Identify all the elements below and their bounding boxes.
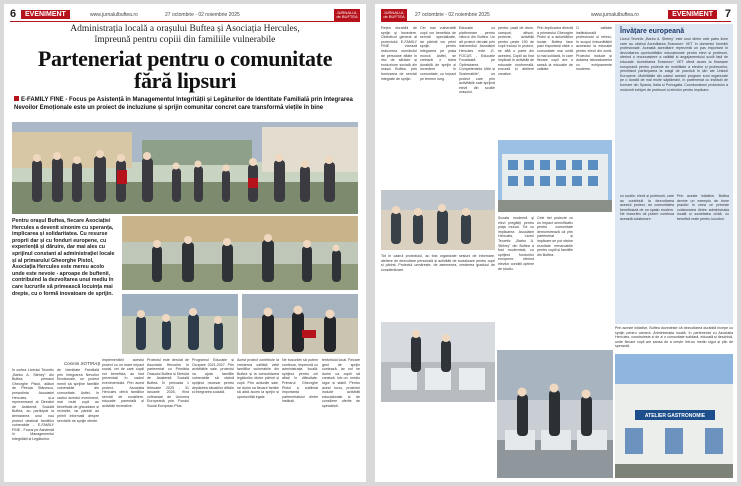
info-box-column-2: Prin aceste inițiative, Buftea devine un exemplu de bune practici în ceea ce privește colaborarea dintre administrația locală și societatea civilă, cu beneficii reale pentru locuitori. xyxy=(677,194,729,221)
workshop-photo xyxy=(497,350,613,478)
workshop-image xyxy=(497,350,613,478)
page-number: 7 xyxy=(724,8,731,20)
author-byline: Cosmin SOTIRAȘ xyxy=(64,361,101,366)
officials-photo xyxy=(242,294,358,354)
text-column-4: Proiectul este derulat de Asociația Hercules în parteneriat cu Primăria Orașului Buftea și Direcția de Asistență Socială Buftea. În perioada 1 februarie 2025 - 31 ianuarie 2026, fiind cofinanțat de Uniunea Europeană prin Fondul Social European Plus. xyxy=(147,358,189,408)
left-page xyxy=(4,4,366,482)
info-box xyxy=(615,24,733,324)
issue-dates: 27 octombrie - 02 noiembrie 2025 xyxy=(415,12,490,18)
kicker-line-1: Administrația locală a orașului Buftea și Asociația Hercules, xyxy=(70,24,300,34)
left-page-header xyxy=(10,8,360,22)
article-lead xyxy=(14,96,356,112)
group-photo-image xyxy=(12,122,358,214)
children-photo-image xyxy=(122,294,238,354)
officials-photo-image xyxy=(242,294,358,354)
main-photo xyxy=(12,122,358,214)
text-column-15: Școala modernă şi elevi pregătiţi pentru piaţa muncii. Tot cu implicarea Asociației Hercules, Liceul Teoretic „Barbu A. Știrbey” din Buftea a fost modernizat, cu sprijinul fondurilor europene, oferind elevilor condiții optime de studiu. xyxy=(498,216,534,271)
text-column-2: de Identitate Familială prin Integrarea Nevoilor Emoționale, un proiect menit să sprijine familiile vulnerabile din comunitate. Astfel, în cadrul acestui eveniment, mai mulți copii au beneficiat de ghiozdane și rechizite, iar părinții au primit informații despre serviciile de sprijin oferite. xyxy=(57,368,99,423)
text-column-12: pentru: paști de drum, campuri, afișuri, proiecte, activități pentru peste 190 de copii incluși în proiect, se află o parte din acestea. Copiii au fost implicați în activități de educație nonformală, excursii și ateliere creative. xyxy=(498,26,534,76)
text-column-11: Educație cu platformare - pentru viitorul din Buftea. Un alt proiect derulat prin intermediul Asociației Hercules este „E-FOCUS - Educație Focalizată pe Optimizarea Competențelor Utile și Sustenabile”, un proiect care prin activitățile sale sprijină elevii din școlile orașului. xyxy=(459,26,495,95)
school-photo xyxy=(498,140,612,212)
headline-line-2: fără lipsuri xyxy=(133,68,237,93)
newspaper-logo: JURNALUL de BUFTEA xyxy=(381,9,407,21)
info-box-column-1: cu școlile, elevii și profesorii, care au contribuit la dezvoltarea acestui proiect, iar comunitatea beneficiază de un spațiu modern. Ne bucurăm că putem continua această colaborare. xyxy=(620,194,674,221)
text-column-8: teritoriului local. Fiecare gest de sprijin contează, iar noi ne dorim ca copiii să crească într-un mediu sigur și stabil. Pentru acest lucru, proiectul include activități educaționale și de consiliere oferite de specialiști. xyxy=(322,358,360,408)
bullet-square-icon xyxy=(14,96,19,101)
atelier-sign: ATELIER GASTRONOMIE xyxy=(644,413,706,419)
ceremony-photo xyxy=(122,216,358,290)
site-url: www.jurnalulbuftea.ro xyxy=(90,12,138,18)
ceremony-photo-image xyxy=(122,216,358,290)
text-column-9: Reţea durabilă de sprijin şi încredere. Obiectivul general al proiectului E-FAMILY FINE vizează reducerea numărului de persoane aflate în risc de sărăcie și excluziune socială din orașul Buftea, prin furnizarea de servicii integrate de sprijin. xyxy=(381,26,417,81)
text-column-6: Acest proiect contribuie la creșterea calității vieții familiilor vulnerabile din Buftea și la consolidarea legăturilor dintre părinți și copii. Prin acțiunile sale, ne dorim ca fiecare familie să aibă acces la sprijin și oportunități egale. xyxy=(237,358,279,399)
page-number: 6 xyxy=(10,8,17,20)
headline-line-1: Parteneriat pentru o comunitate xyxy=(37,46,333,71)
section-label: EVENIMENT xyxy=(668,10,717,19)
kicker-line-2: împreună pentru copiii din familiile vulnerabile xyxy=(94,35,276,45)
info-box-title: Învățare europeană xyxy=(620,28,685,35)
text-column-7: Ne bucurăm să putem continua, împreună cu administrația locală, sprijinul pentru cei aflați în dificultate. Primarul Gheorghe Pistol a subliniat importanța parteneriatului dintre instituții. xyxy=(282,358,318,404)
text-column-13: Prin implicarea directă a primarului Gheorghe Pistol și a autorităților locale, Buftea face pași importanți către o comunitate mai unită și mai solidară, în care fiecare copil are o șansă la educație de calitate. xyxy=(537,26,573,72)
lead-text: E-FAMILY FINE - Focus pe Asistență în Managementul Integrității și Legăturilor de Identitate Familială prin Integrarea Nevoilor Emoționale este un proiect de incluziune și sprijin comunitar concret care transformă viețile în bine xyxy=(14,97,353,111)
text-column-16: Cele trei proiecte cu un impact semnificativ pentru comunitate demonstrează că prin parteneriat și implicare se pot obține rezultate remarcabile pentru copiii și familiile din Buftea. xyxy=(537,216,573,257)
text-column-17: Tot în cadrul proiectului, au fost organizate sesiuni de informare, ateliere de dezvoltare personală și activități de socializare pentru copii și părinți. Proiectul urmărește, de asemenea, creșterea gradului de conștientizare. xyxy=(381,254,495,272)
school-building-image xyxy=(498,140,612,212)
photo-caption: Pentru orașul Buftea, fiecare Asociației Hercules a devenit sinonim cu speranța, implicarea și solidaritatea. Cu resurse proprii dar și cu fonduri europene, cu experiență și dăruire, dar mai ales cu sprijinul constant al administrației locale și al primarului Gheorghe Pistol, Asociația Hercules este mereu acolo unde este nevoie - aproape de buftenii, contribuind la dezvoltarea unui mediu în care lucrurile să primească locuința mai drepte, cu o formă inovatoare de sprijin. xyxy=(12,218,115,297)
newspaper-logo: JURNALUL de BUFTEA xyxy=(334,9,360,21)
site-url: www.jurnalulbuftea.ro xyxy=(591,12,639,18)
text-column-14: O calitate instituțională profesional și tehnic, în scopul îmbunătățirii accesului la educație pentru elevii din zonă. Proiectul include și dotarea laboratoarelor cu echipamente moderne. xyxy=(576,26,612,72)
article-kicker xyxy=(14,24,356,46)
issue-dates: 27 octombrie - 02 noiembrie 2025 xyxy=(165,12,240,18)
text-column-5: Programul Educație și Ocupare 2021-2027. Prin activitățile sale, proiectul va ajuta familiile vulnerabile să obțină sprijinul necesar pentru depășirea situațiilor dificile și integrarea socială. xyxy=(192,358,234,395)
classroom-photo xyxy=(381,190,495,250)
info-box-text: Liceul Teoretic „Barbu A. Știrbey” este unul dintre cele patru licee care au obținut Acreditarea Erasmus+ VET în domeniul formării profesionale. Această acreditare reprezintă un pas important în dezvoltarea oportunităților educaționale pentru elevi și profesori, oferind o recunoaștere a calității și angajamentului școlii față de educație. Acreditarea Erasmus+ VET oferă acces la finanțare europeană pentru proiecte de mobilitate a elevilor și profesorilor, permițând participarea la stagii de practică în țări ale Uniunii Europene. Mobilitățile din cadrul acestui program sunt organizate pe o durată de mai multe săptămâni, în parteneriat cu instituții de formare din Spania, Italia și Portugalia. Coordonatorul proiectului a mulțumit echipei de profesori și elevilor pentru implicare. xyxy=(620,37,728,92)
right-page xyxy=(375,4,737,482)
kitchen-image xyxy=(381,322,495,402)
classroom-image xyxy=(381,190,495,250)
closing-text: Prin aceste inițiative, Buftea dovedește că dezvoltarea durabilă începe cu sprijin pentru oameni. Administrația locală, în parteneriat cu Asociația Hercules, construiește zi de zi o comunitate solidară, educată și deschisă, unde fiecare copil are șansa de a crește într-un mediu sigur și plin de speranță. xyxy=(615,326,733,349)
text-column-3: Implementării acestui proiect cu un mare impact social, cei de care copiii vor beneficia, au fost prezentați în cadrul evenimentului. Prin acest proiect, Asociația Hercules oferă familiilor servicii de consiliere, educație parentală și activități recreative. xyxy=(102,358,144,408)
text-column-1: În curtea Liceului Teoretic „Barbu A. Știrbey” din Buftea, primarul Gheorghe Pistol, alături de Petruța Stănescu, președinta Asociației Hercules, și-a reprezentanți ai Direcției de Asistență Socială Buftea, au participat la demararea unui nou proiect destinat familiilor vulnerabile - E-FAMILY FINE - Focus pe Asistență în Managementul Integrității și Legăturilor. xyxy=(12,368,54,441)
right-page-header xyxy=(381,8,731,22)
kitchen-photo xyxy=(381,322,495,402)
text-column-10: Cei mai vulnerabili copii vor beneficia de servicii specializate, iar părinții vor primi sprijin pentru integrarea pe piața muncii. Astfel, se creează o rețea durabilă de sprijin și încredere în comunitate, cu impact pe termen lung. xyxy=(420,26,456,81)
children-photo xyxy=(122,294,238,354)
atelier-photo xyxy=(615,354,733,478)
section-label: EVENIMENT xyxy=(21,10,70,19)
article-headline xyxy=(12,48,358,92)
